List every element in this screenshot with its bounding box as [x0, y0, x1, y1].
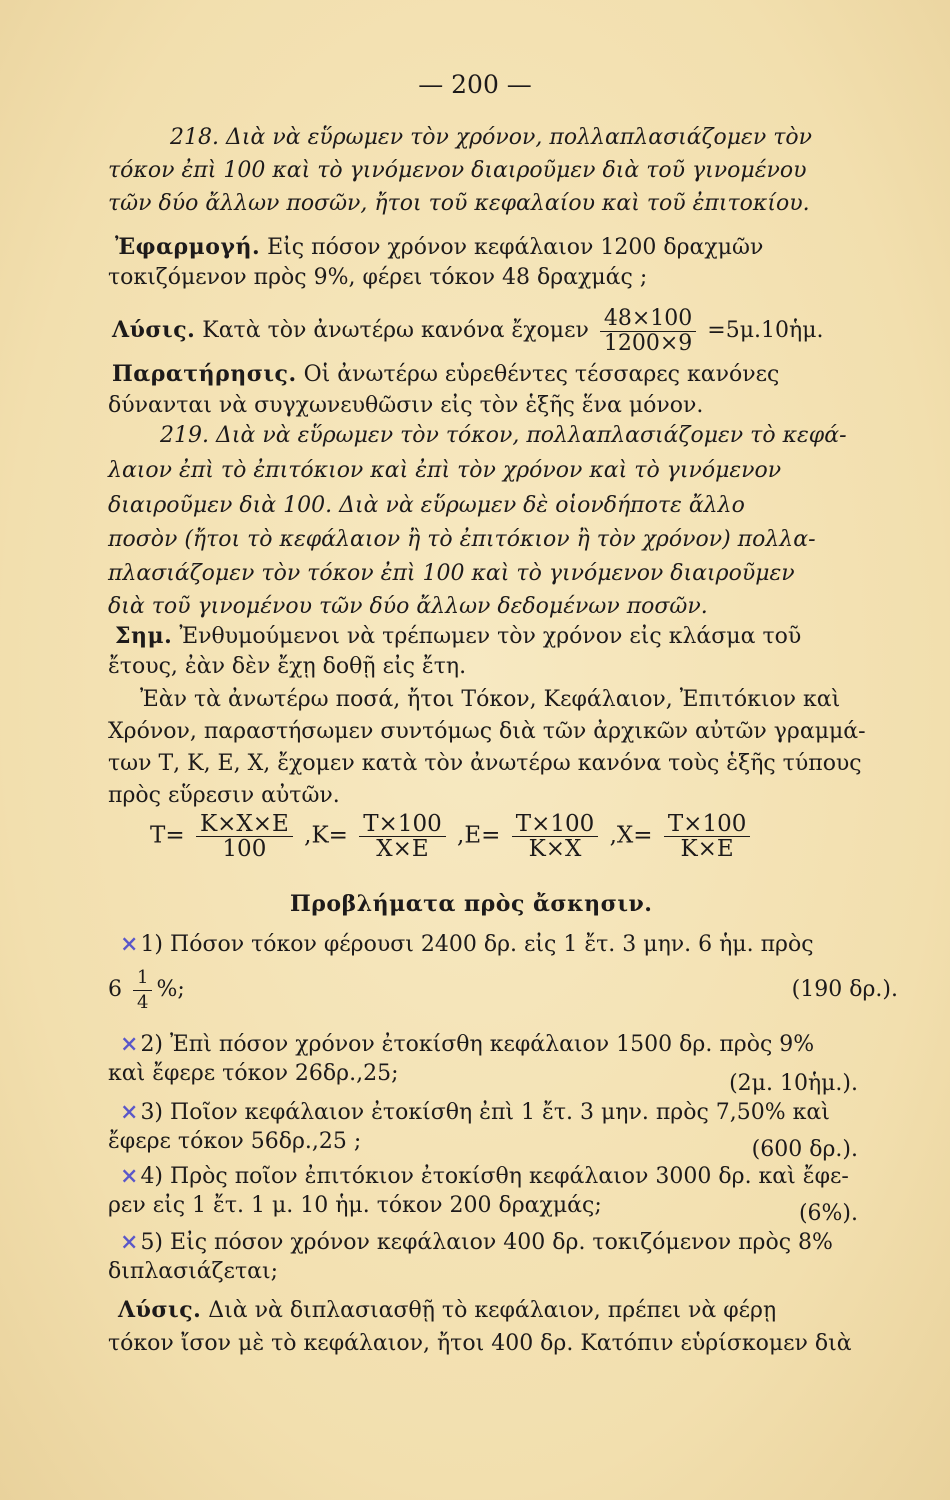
fraction-denominator: Κ×Ε: [680, 836, 734, 862]
answer: (2μ. 10ἡμ.).: [729, 1071, 858, 1096]
fraction-numerator: Κ×Χ×Ε: [196, 812, 293, 837]
fraction: [133, 966, 152, 1015]
fraction-numerator: Τ×100: [664, 812, 751, 837]
text-line: τῶν δύο ἄλλων ποσῶν, ἤτοι τοῦ κεφαλαίου καὶ τοῦ ἐπιτοκίου.: [108, 191, 810, 216]
section-heading: Παρατήρησις.: [112, 361, 297, 387]
text-span: %;: [156, 977, 185, 1002]
text-line: δύνανται νὰ συγχωνευθῶσιν εἰς τὸν ἑξῆς ἕνα μόνον.: [108, 393, 704, 418]
fraction-denominator: 100: [222, 836, 267, 862]
problem-line: [118, 1296, 908, 1325]
answer: (6%).: [798, 1201, 858, 1226]
fraction-numerator: Τ×100: [359, 812, 446, 837]
problem-line: τόκον ἴσον μὲ τὸ κεφάλαιον, ἤτοι 400 δρ. Κατόπιν εὑρίσκομεν διὰ: [108, 1331, 852, 1356]
text-line: των Τ, Κ, Ε, Χ, ἔχομεν κατὰ τὸν ἀνωτέρω κανόνα τοὺς ἑξῆς τύπους: [108, 751, 862, 776]
cross-mark-icon: ×: [120, 1031, 139, 1057]
fraction-numerator: Τ×100: [512, 812, 599, 837]
problem-line: [120, 1030, 910, 1059]
text-line: ποσὸν (ἤτοι τὸ κεφάλαιον ἢ τὸ ἐπιτόκιον ἢ τὸν χρόνον) πολλα-: [108, 527, 816, 552]
result-text: =5μ.10ἡμ.: [707, 318, 824, 343]
answer: (190 δρ.).: [791, 977, 898, 1002]
problem-line: [120, 1228, 910, 1257]
problem-line: διπλασιάζεται;: [108, 1259, 279, 1284]
text-span: Κατὰ τὸν ἀνωτέρω κανόνα ἔχομεν: [202, 318, 589, 343]
text-line: 219. Διὰ νὰ εὕρωμεν τὸν τόκον, πολλαπλασιάζομεν τὸ κεφά-: [160, 423, 847, 448]
formula-k: [359, 812, 446, 861]
text-line: πρὸς εὕρεσιν αὐτῶν.: [108, 783, 340, 808]
formulas-row: [150, 812, 890, 861]
text-line: [115, 622, 905, 651]
solution-line: [112, 300, 902, 360]
section-heading: Ἐφαρμογή.: [115, 234, 261, 260]
text-span: Ἐνθυμούμενοι νὰ τρέπωμεν τὸν χρόνον εἰς κλάσμα τοῦ: [179, 624, 802, 649]
section-heading: Σημ.: [115, 623, 173, 649]
text-span: 2) Ἐπὶ πόσον χρόνον ἐτοκίσθη κεφάλαιον 1500 δρ. πρὸς 9%: [140, 1032, 815, 1057]
formula-lhs: ,Ε=: [457, 822, 501, 849]
text-line: Χρόνον, παραστήσωμεν συντόμως διὰ τῶν ἀρχικῶν αὐτῶν γραμμά-: [108, 719, 866, 744]
fraction-denominator: Κ×Χ: [528, 836, 582, 862]
cross-mark-icon: ×: [120, 1099, 139, 1125]
text-span: 1) Πόσον τόκον φέρουσι 2400 δρ. εἰς 1 ἔτ. 3 μην. 6 ἡμ. πρὸς: [140, 932, 814, 957]
problem-line: [120, 1162, 910, 1191]
problem-line: [108, 1060, 898, 1096]
text-line: Ἐὰν τὰ ἀνωτέρω ποσά, ἤτοι Τόκον, Κεφάλαιον, Ἐπιτόκιον καὶ: [140, 687, 841, 712]
text-line: [115, 233, 905, 262]
formula-lhs: ,Χ=: [609, 822, 653, 849]
formula-lhs: Τ=: [150, 822, 185, 849]
text-span: Εἰς πόσον χρόνον κεφάλαιον 1200 δραχμῶν: [267, 235, 764, 260]
section-heading: Λύσις.: [118, 1297, 202, 1323]
problem-line: [108, 1128, 898, 1162]
text-line: ἔτους, ἐὰν δὲν ἔχῃ δοθῇ εἰς ἔτη.: [108, 654, 467, 679]
problem-line: [108, 1192, 898, 1226]
text-span: 3) Ποῖον κεφάλαιον ἐτοκίσθη ἐπὶ 1 ἔτ. 3 μην. πρὸς 7,50% καὶ: [140, 1100, 830, 1125]
text-span: ρεν εἰς 1 ἔτ. 1 μ. 10 ἡμ. τόκον 200 δραχμάς;: [108, 1193, 602, 1218]
page-number: — 200 —: [418, 70, 532, 99]
text-line: τοκιζόμενον πρὸς 9%, φέρει τόκον 48 δραχμάς ;: [108, 265, 648, 290]
text-line: λαιον ἐπὶ τὸ ἐπιτόκιον καὶ ἐπὶ τὸν χρόνον καὶ τὸ γινόμενον: [108, 458, 782, 483]
text-line: πλασιάζομεν τὸν τόκον ἐπὶ 100 καὶ τὸ γινόμενον διαιροῦμεν: [108, 561, 795, 586]
cross-mark-icon: ×: [120, 1229, 139, 1255]
text-span: 5) Εἰς πόσον χρόνον κεφάλαιον 400 δρ. τοκιζόμενον πρὸς 8%: [140, 1230, 833, 1255]
text-line: διαιροῦμεν διὰ 100. Διὰ νὰ εὕρωμεν δὲ οἱονδήποτε ἄλλο: [108, 493, 745, 518]
problem-line: [108, 962, 898, 1018]
text-line: 218. Διὰ νὰ εὕρωμεν τὸν χρόνον, πολλαπλασιάζομεν τὸν: [170, 125, 812, 150]
section-heading: Λύσις.: [112, 317, 196, 343]
text-span: Οἱ ἀνωτέρω εὑρεθέντες τέσσαρες κανόνες: [303, 362, 780, 387]
fraction-denominator: 1200×9: [603, 330, 693, 356]
problems-title: Προβλήματα πρὸς ἄσκησιν.: [290, 891, 653, 917]
text-span: Διὰ νὰ διπλασιασθῇ τὸ κεφάλαιον, πρέπει νὰ φέρῃ: [208, 1298, 777, 1323]
text-span: ἔφερε τόκον 56δρ.,25 ;: [108, 1129, 362, 1154]
fraction-numerator: 48×100: [600, 307, 696, 332]
problem-line: [120, 1098, 910, 1127]
fraction-numerator: 1: [133, 966, 152, 991]
cross-mark-icon: ×: [120, 1163, 139, 1189]
text-line: διὰ τοῦ γινομένου τῶν δύο ἄλλων δεδομένων ποσῶν.: [108, 594, 708, 619]
formula-t: [196, 812, 293, 861]
mixed-number-whole: 6: [108, 977, 122, 1002]
fraction-denominator: 4: [137, 991, 149, 1013]
fraction: [600, 307, 696, 356]
text-span: καὶ ἔφερε τόκον 26δρ.,25;: [108, 1061, 399, 1086]
cross-mark-icon: ×: [120, 931, 139, 957]
formula-lhs: ,Κ=: [304, 822, 348, 849]
text-span: 4) Πρὸς ποῖον ἐπιτόκιον ἐτοκίσθη κεφάλαιον 3000 δρ. καὶ ἔφε-: [140, 1164, 849, 1189]
fraction-denominator: Χ×Ε: [376, 836, 429, 862]
text-line: τόκον ἐπὶ 100 καὶ τὸ γινόμενον διαιροῦμεν διὰ τοῦ γινομένου: [108, 158, 807, 183]
problem-line: [120, 930, 910, 959]
formula-e: [512, 812, 599, 861]
text-line: [112, 360, 902, 389]
formula-x: [664, 812, 751, 861]
answer: (600 δρ.).: [751, 1137, 858, 1162]
